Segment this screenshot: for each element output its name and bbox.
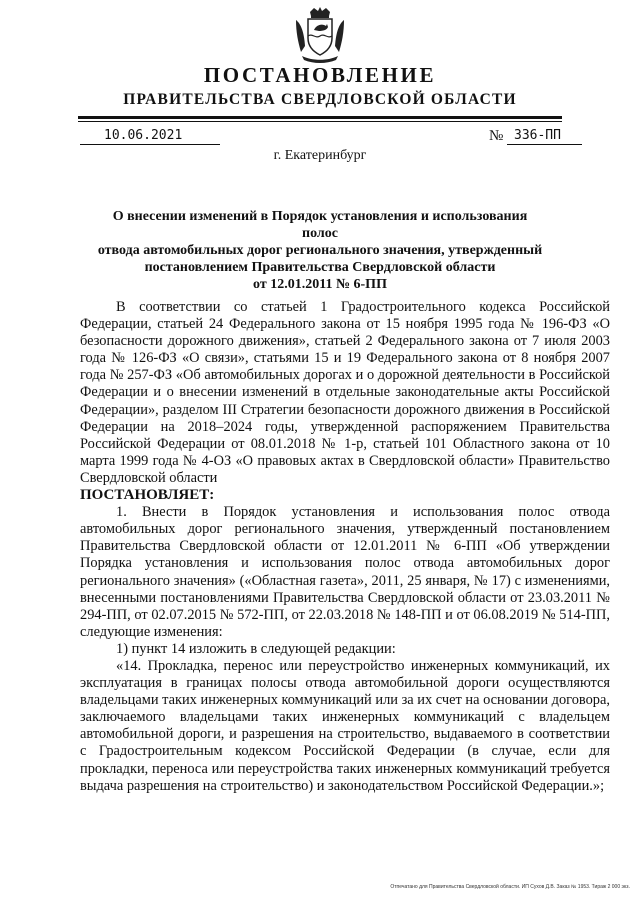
number-underline: [507, 144, 582, 145]
body-paragraph: В соответствии со статьей 1 Градостроительного кодекса Российской Федерации, статьей 24 Федерального закона от 15 ноября 1995 года № 196-ФЗ «О безопасности дорожного движения», статьей 2 Федерального закона от 7 июля 2003 года № 126-ФЗ «О связи», статьями 15 и 19 Федерального закона от 8 ноября 2007 года № 257-ФЗ «Об автомобильных дорогах и о дорожной деятельности в Российской Федерации и о внесении изменений в отдельные законодательные акты Российской Федерации», разделом III Стратегии безопасности дорожного движения в Российской Федерации на 2018–2024 годы, утвержденной распоряжением Правительства Российской Федерации от 08.01.2018 № 1-р, статьей 101 Областного закона от 10 марта 1999 года № 4-ОЗ «О правовых актах в Свердловской области» Правительство Свердловской области: [80, 299, 610, 486]
body-paragraph: 1. Внести в Порядок установления и использования полос отвода автомобильных дорог регионального значения, утвержденный постановлением Правительства Свердловской области от 12.01.2011 № 6-ПП «Об утверждении Порядка установления и использования полос отвода автомобильных дорог регионального значения» («Областная газета», 2011, 25 января, № 17) с изменениями, внесенными постановлениями Правительства Свердловской области от 23.03.2011 № 294-ПП, от 02.07.2015 № 572-ПП, от 22.03.2018 № 148-ПП и от 06.08.2019 № 514-ПП, следующие изменения:: [80, 504, 610, 640]
heading-line: от 12.01.2011 № 6-ПП: [253, 277, 387, 292]
document-number: 336-ПП: [514, 128, 561, 143]
body-paragraph: 1) пункт 14 изложить в следующей редакции:: [116, 640, 396, 657]
document-body: [80, 299, 610, 795]
resolves-label: ПОСТАНОВЛЯЕТ:: [80, 487, 215, 504]
body-paragraph: «14. Прокладка, перенос или переустройство инженерных коммуникаций, их эксплуатация в границах полосы отвода автомобильной дороги осуществляются владельцами таких инженерных коммуникаций или за их счет на основании договора, заключаемого владельцами таких инженерных коммуникаций с владельцем автомобильной дороги, и разрешения на строительство, выдаваемого в соответствии с Градостроительным кодексом Российской Федерации (в случае, если для прокладки, переноса или переустройства таких инженерных коммуникаций требуется выдача разрешения на строительство) и законодательством Российской Федерации.»;: [80, 657, 610, 794]
document-subtitle: ПРАВИТЕЛЬСТВА СВЕРДЛОВСКОЙ ОБЛАСТИ: [123, 91, 517, 108]
heading-line: О внесении изменений в Порядок установления и использования полос: [112, 209, 528, 241]
number-label: №: [489, 128, 504, 144]
heading-line: отвода автомобильных дорог регионального значения, утвержденный: [97, 243, 543, 258]
print-footer: Отпечатано для Правительства Свердловской области. ИП Сухов Д.В. Заказ № 1953. Тираж 2 000 экз.: [390, 884, 630, 890]
heading-line: постановлением Правительства Свердловской области: [144, 260, 496, 275]
date-underline: [80, 144, 220, 145]
header-rule-thin: [78, 121, 562, 122]
document-heading: [96, 208, 544, 293]
document-date: 10.06.2021: [104, 128, 183, 143]
document-title: ПОСТАНОВЛЕНИЕ: [203, 63, 437, 87]
coat-of-arms-icon: [292, 6, 348, 64]
document-city: г. Екатеринбург: [273, 148, 367, 163]
header-rule-thick: [78, 116, 562, 119]
